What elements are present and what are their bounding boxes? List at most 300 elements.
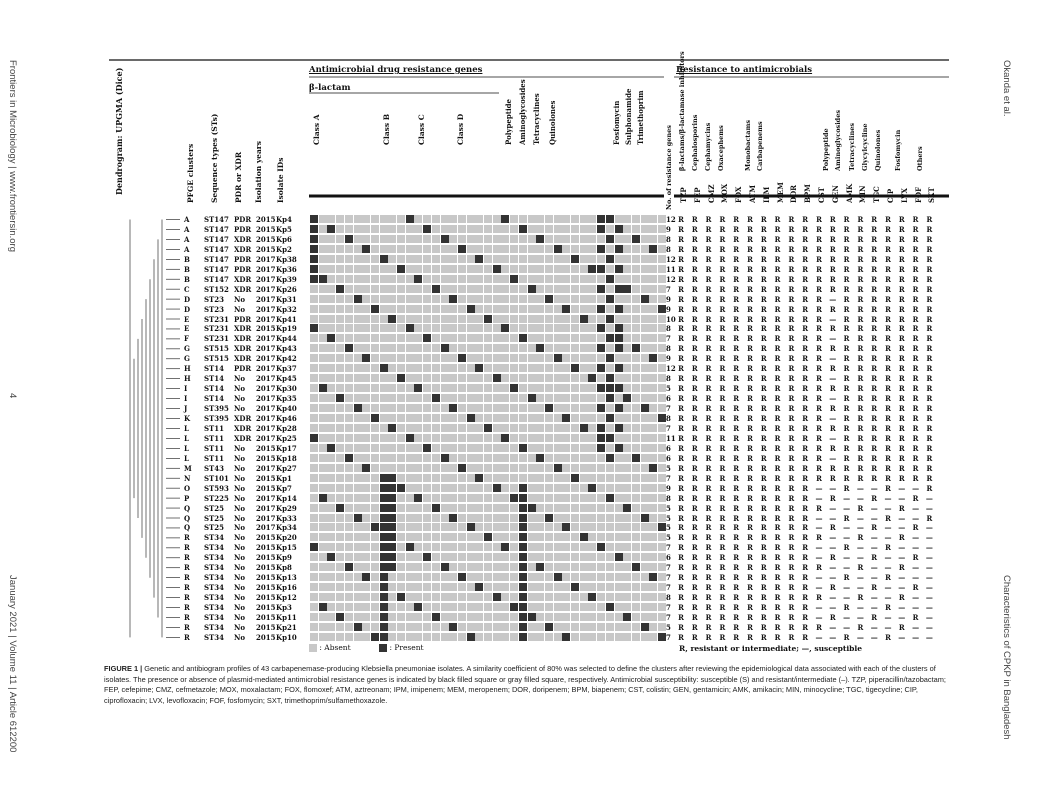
gene-cell (327, 275, 335, 283)
gene-cell (397, 533, 405, 541)
row-field: R (184, 603, 190, 613)
gene-cell (562, 404, 570, 412)
row-field: P (184, 493, 190, 503)
drug-header: CMZ (706, 184, 716, 203)
gene-cell (441, 424, 449, 432)
gene-cell (562, 424, 570, 432)
gene-cell (545, 275, 553, 283)
gene-cell (649, 265, 657, 273)
gene-cell (475, 444, 483, 452)
gene-cell (562, 563, 570, 571)
gene-cell (545, 374, 553, 382)
gene-cell (580, 374, 588, 382)
gene-cell (397, 384, 405, 392)
gene-cell (554, 275, 562, 283)
gene-cell (458, 553, 466, 561)
gene-cell (632, 344, 640, 352)
isolate-row (104, 235, 954, 244)
gene-cell (528, 494, 536, 502)
gene-cell (632, 414, 640, 422)
gene-cell (371, 454, 379, 462)
resistance-value: — (870, 563, 878, 573)
gene-cell (606, 444, 614, 452)
row-field: Kp40 (276, 404, 297, 414)
gene-count: 7 (666, 632, 671, 642)
resistance-value: R (912, 284, 919, 294)
gene-cell (362, 434, 370, 442)
row-field: ST34 (204, 533, 225, 543)
row-field: No (234, 404, 246, 414)
resistance-value: R (705, 603, 712, 613)
gene-cell (310, 374, 318, 382)
resistance-value: R (788, 563, 795, 573)
resistance-value: R (747, 533, 753, 543)
gene-cell (414, 424, 422, 432)
gene-cell (528, 533, 536, 541)
resistance-value: R (678, 543, 684, 553)
gene-cell (641, 603, 649, 611)
legend-resistance: R, resistant or intermediate; —, susceptible (679, 644, 863, 653)
resistance-value: — (829, 622, 837, 632)
gene-cell (510, 504, 518, 512)
gene-cell (475, 514, 483, 522)
resistance-value: R (705, 513, 712, 523)
resistance-value: — (898, 583, 906, 593)
gene-cell (528, 305, 536, 313)
resistance-value: R (719, 453, 726, 463)
gene-cell (615, 623, 623, 631)
resistance-value: R (705, 364, 712, 374)
gene-cell (475, 255, 483, 263)
resistance-value: R (843, 284, 850, 294)
resistance-value: — (829, 334, 837, 344)
gene-cell (388, 434, 396, 442)
gene-cell (484, 474, 492, 482)
isolate-row (104, 394, 954, 403)
row-field: XDR (234, 423, 252, 433)
gene-cell (327, 583, 335, 591)
gene-cell (458, 583, 466, 591)
gene-cell (536, 434, 544, 442)
gene-cell (327, 633, 335, 641)
resistance-value: R (747, 593, 753, 603)
gene-count: 5 (666, 533, 671, 543)
gene-group-label: Fosfomycin (612, 100, 621, 145)
resistance-value: R (691, 533, 698, 543)
gene-cell (554, 464, 562, 472)
resistance-value: R (816, 414, 822, 423)
gene-cell (432, 374, 440, 382)
gene-cell (510, 613, 518, 621)
resistance-value: R (843, 483, 850, 493)
resistance-value: R (678, 563, 684, 573)
gene-cell (354, 593, 362, 601)
gene-cell (432, 275, 440, 283)
gene-cell (615, 344, 623, 352)
gene-cell (362, 454, 370, 462)
gene-cell (484, 394, 492, 402)
resistance-value: R (857, 533, 864, 543)
gene-cell (432, 315, 440, 323)
gene-cell (623, 215, 631, 223)
gene-cell (414, 514, 422, 522)
gene-cell (458, 633, 466, 641)
gene-cell (414, 434, 422, 442)
resistance-value: R (678, 244, 684, 254)
gene-cell (310, 444, 318, 452)
beta-lactam-label: β-lactam (309, 83, 351, 93)
gene-cell (649, 315, 657, 323)
gene-cell (319, 543, 327, 551)
gene-cell (510, 563, 518, 571)
resistance-value: R (760, 404, 767, 414)
gene-cell (632, 593, 640, 601)
resistance-value: R (788, 294, 795, 304)
resistance-value: — (898, 493, 906, 503)
gene-cell (632, 583, 640, 591)
isolate-row (104, 573, 954, 582)
gene-cell (319, 553, 327, 561)
gene-cell (615, 225, 623, 233)
gene-cell (615, 215, 623, 223)
resistance-value: R (912, 304, 919, 314)
resistance-value: R (678, 463, 684, 473)
resistance-value: R (678, 404, 684, 414)
row-field: I (184, 394, 188, 404)
resistance-value: R (774, 284, 781, 294)
row-field: Kp29 (276, 503, 297, 513)
resistance-value: R (788, 583, 795, 593)
resistance-value: R (829, 473, 836, 483)
gene-cell (354, 633, 362, 641)
gene-cell (327, 324, 335, 332)
gene-cell (510, 583, 518, 591)
gene-cell (632, 494, 640, 502)
resistance-value: R (857, 284, 864, 294)
gene-cell (449, 235, 457, 243)
gene-cell (528, 334, 536, 342)
gene-cell (632, 285, 640, 293)
resistance-value: R (733, 354, 740, 364)
gene-cell (493, 454, 501, 462)
resistance-value: R (816, 433, 822, 443)
resistance-value: — (829, 414, 837, 423)
resistance-value: — (925, 583, 933, 593)
resistance-value: R (774, 622, 781, 632)
drug-group-label: Cephamycins (704, 122, 712, 171)
resistance-value: R (678, 304, 684, 314)
gene-cell (658, 404, 666, 412)
gene-cell (362, 354, 370, 362)
resistance-value: R (871, 523, 878, 533)
gene-cell (310, 573, 318, 581)
resistance-value: R (912, 324, 919, 334)
gene-cell (380, 603, 388, 611)
resistance-value: R (678, 493, 684, 503)
drug-header: TZP (679, 187, 688, 203)
resistance-value: R (816, 443, 822, 453)
gene-cell (441, 354, 449, 362)
gene-cell (380, 424, 388, 432)
gene-cell (432, 533, 440, 541)
resistance-value: R (926, 324, 933, 334)
resistance-value: R (843, 632, 850, 642)
gene-cell (606, 573, 614, 581)
drug-header: AMK (844, 183, 854, 203)
isolate-row (104, 215, 954, 224)
resistance-value: R (816, 344, 822, 354)
gene-count: 12 (666, 274, 676, 284)
resistance-value: R (719, 593, 726, 603)
gene-cell (554, 494, 562, 502)
resistance-value: R (871, 414, 878, 423)
row-field: No (234, 632, 246, 642)
gene-cell (388, 315, 396, 323)
resistance-value: R (774, 354, 781, 364)
resistance-value: R (816, 622, 822, 632)
resistance-value: R (843, 354, 850, 364)
gene-cell (510, 523, 518, 531)
gene-cell (327, 533, 335, 541)
resistance-value: R (691, 224, 698, 234)
resistance-value: R (843, 274, 850, 284)
gene-cell (528, 374, 536, 382)
gene-cell (310, 533, 318, 541)
resistance-value: R (912, 234, 919, 244)
resistance-value: R (719, 224, 726, 234)
resistance-value: R (829, 583, 836, 593)
gene-cell (606, 593, 614, 601)
gene-cell (414, 533, 422, 541)
gene-cell (658, 553, 666, 561)
resistance-value: R (733, 543, 740, 553)
gene-cell (380, 285, 388, 293)
gene-cell (519, 633, 527, 641)
gene-cell (501, 374, 509, 382)
resistance-value: R (857, 334, 864, 344)
gene-cell (388, 305, 396, 313)
gene-cell (310, 434, 318, 442)
resistance-value: — (815, 483, 823, 493)
gene-cell (345, 543, 353, 551)
gene-cell (371, 404, 379, 412)
resistance-value: R (705, 264, 712, 274)
row-field: Kp34 (276, 523, 297, 533)
gene-cell (458, 444, 466, 452)
row-field: Kp18 (276, 453, 297, 463)
gene-cell (475, 334, 483, 342)
gene-cell (580, 394, 588, 402)
gene-cell (327, 334, 335, 342)
resistance-value: R (871, 404, 878, 414)
gene-cell (623, 504, 631, 512)
gene-cell (432, 225, 440, 233)
gene-cell (597, 275, 605, 283)
resistance-value: R (898, 354, 905, 364)
gene-cell (397, 563, 405, 571)
gene-cell (397, 354, 405, 362)
gene-cell (371, 593, 379, 601)
gene-cell (597, 514, 605, 522)
gene-cell (371, 494, 379, 502)
gene-cell (588, 613, 596, 621)
gene-cell (475, 573, 483, 581)
row-field: 2017 (256, 493, 276, 503)
gene-cell (441, 553, 449, 561)
gene-cell (475, 424, 483, 432)
gene-cell (467, 514, 475, 522)
resistance-value: R (705, 284, 712, 294)
gene-cell (658, 305, 666, 313)
gene-cell (510, 384, 518, 392)
gene-cell (545, 255, 553, 263)
gene-cell (536, 514, 544, 522)
gene-cell (615, 474, 623, 482)
resistance-value: R (678, 483, 684, 493)
isolate-row (104, 404, 954, 413)
gene-cell (336, 543, 344, 551)
row-field: L (184, 433, 189, 443)
gene-cell (319, 255, 327, 263)
gene-cell (519, 583, 527, 591)
gene-cell (388, 275, 396, 283)
resistance-value: R (733, 533, 740, 543)
resistance-value: — (925, 503, 933, 513)
resistance-value: R (788, 553, 795, 563)
resistance-value: R (816, 215, 822, 224)
gene-cell (554, 504, 562, 512)
resistance-value: R (843, 264, 850, 274)
gene-cell (310, 344, 318, 352)
gene-cell (649, 543, 657, 551)
resistance-value: — (829, 294, 837, 304)
resistance-value: — (925, 533, 933, 543)
column-header: Isolate IDs (276, 157, 285, 203)
resistance-value: R (843, 304, 850, 314)
gene-cell (423, 404, 431, 412)
resistance-value: R (774, 423, 781, 433)
resistance-value: R (747, 394, 753, 404)
gene-cell (414, 563, 422, 571)
resistance-value: R (733, 394, 740, 404)
gene-cell (649, 384, 657, 392)
resistance-value: R (691, 553, 698, 563)
gene-cell (597, 484, 605, 492)
resistance-value: R (802, 234, 809, 244)
gene-cell (554, 394, 562, 402)
gene-cell (606, 235, 614, 243)
gene-cell (319, 444, 327, 452)
resistance-value: R (760, 294, 767, 304)
gene-cell (510, 344, 518, 352)
gene-cell (380, 344, 388, 352)
gene-cell (371, 344, 379, 352)
resistance-value: R (912, 493, 919, 503)
resistance-value: R (857, 324, 864, 334)
resistance-value: R (733, 632, 740, 642)
row-field: No (234, 294, 246, 304)
resistance-value: — (856, 573, 864, 583)
gene-cell (475, 563, 483, 571)
gene-cell (658, 364, 666, 372)
gene-cell (397, 235, 405, 243)
gene-cell (562, 593, 570, 601)
gene-cell (588, 494, 596, 502)
resistance-value: R (788, 274, 795, 284)
gene-cell (449, 255, 457, 263)
gene-cell (580, 404, 588, 412)
resistance-value: R (774, 264, 781, 274)
gene-cell (423, 444, 431, 452)
resistance-value: R (678, 314, 684, 324)
gene-cell (580, 553, 588, 561)
resistance-value: — (815, 553, 823, 563)
gene-cell (571, 543, 579, 551)
resistance-value: R (678, 274, 684, 284)
gene-cell (623, 623, 631, 631)
gene-cell (345, 265, 353, 273)
gene-cell (441, 384, 449, 392)
gene-cell (606, 613, 614, 621)
resistance-value: R (898, 453, 905, 463)
gene-cell (632, 354, 640, 362)
row-field: ST231 (204, 314, 229, 324)
resistance-value: R (885, 384, 891, 394)
gene-cell (449, 384, 457, 392)
gene-cell (545, 563, 553, 571)
gene-cell (615, 573, 623, 581)
resistance-value: R (843, 324, 850, 334)
drug-header: LVX (899, 188, 909, 203)
gene-cell (458, 255, 466, 263)
gene-cell (510, 334, 518, 342)
gene-cell (345, 295, 353, 303)
gene-cell (615, 245, 623, 253)
gene-cell (519, 573, 527, 581)
resistance-value: R (719, 433, 726, 443)
gene-cell (580, 225, 588, 233)
gene-cell (327, 374, 335, 382)
resistance-value: R (747, 513, 753, 523)
resistance-value: R (898, 284, 905, 294)
gene-cell (536, 523, 544, 531)
gene-cell (615, 394, 623, 402)
gene-cell (588, 305, 596, 313)
gene-cell (371, 285, 379, 293)
gene-cell (310, 235, 318, 243)
gene-cell (632, 434, 640, 442)
row-field: B (184, 264, 190, 274)
gene-cell (467, 583, 475, 591)
resistance-value: R (719, 215, 726, 224)
gene-cell (562, 334, 570, 342)
gene-cell (441, 364, 449, 372)
gene-cell (588, 484, 596, 492)
resistance-value: — (829, 593, 837, 603)
gene-cell (641, 514, 649, 522)
gene-cell (597, 285, 605, 293)
gene-cell (467, 543, 475, 551)
resistance-value: R (774, 513, 781, 523)
resistance-value: R (691, 284, 698, 294)
gene-cell (623, 494, 631, 502)
gene-cell (362, 583, 370, 591)
resistance-value: R (926, 314, 933, 324)
gene-cell (414, 364, 422, 372)
gene-cell (597, 295, 605, 303)
resistance-value: R (691, 374, 698, 384)
gene-cell (449, 265, 457, 273)
